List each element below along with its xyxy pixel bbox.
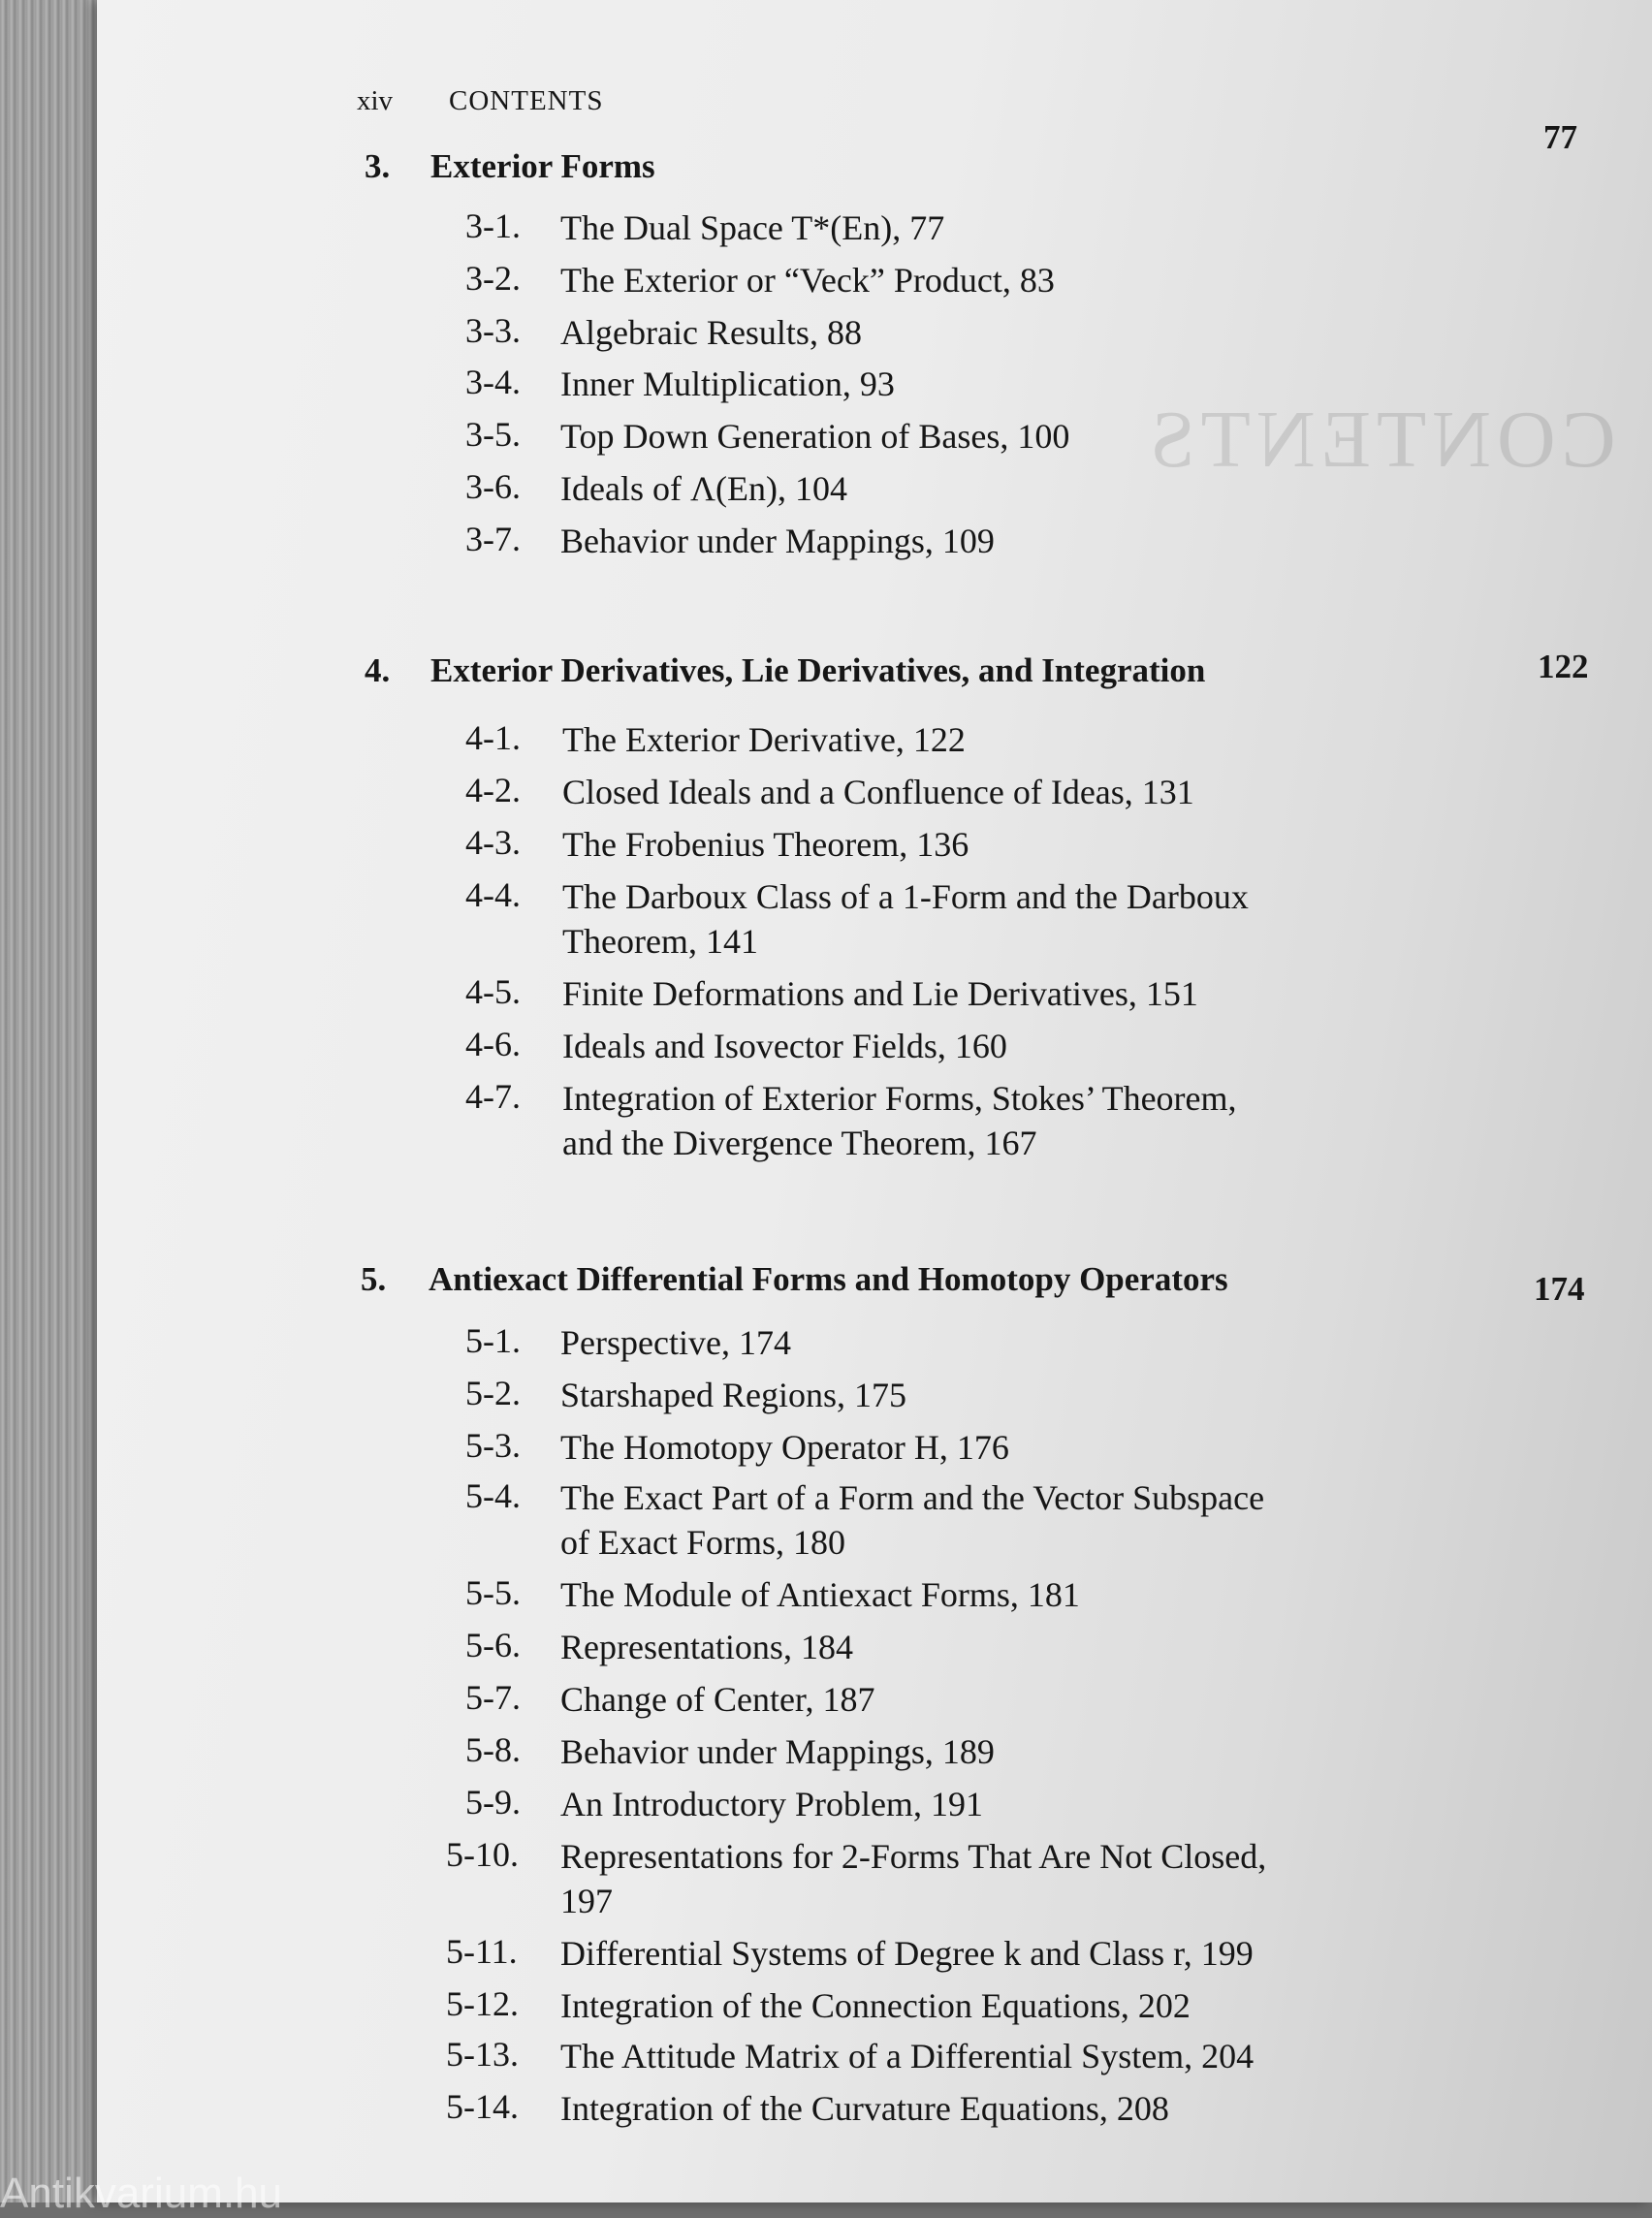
section-number: 5-12. [446, 1984, 519, 2023]
section-title-line: Integration of the Curvature Equations, 208 [560, 2089, 1169, 2128]
chapter-number: 5. [361, 1260, 387, 1298]
section-number: 5-8. [465, 1730, 521, 1769]
section-title-line: The Attitude Matrix of a Differential System, 204 [560, 2037, 1255, 2075]
section-number: 3-3. [465, 311, 521, 350]
section-title-line: The Module of Antiexact Forms, 181 [560, 1575, 1080, 1614]
chapter-title: Exterior Forms [430, 147, 655, 185]
section-title-line: The Darboux Class of a 1-Form and the Darboux [562, 877, 1249, 916]
section-title-line: Starshaped Regions, 175 [560, 1376, 906, 1414]
section-title-line: The Exterior Derivative, 122 [562, 720, 966, 759]
section-title-line: Representations for 2-Forms That Are Not Closed, [560, 1837, 1267, 1876]
section-number: 3-5. [465, 415, 521, 454]
chapter-number: 3. [365, 147, 391, 185]
section-title-line: of Exact Forms, 180 [560, 1523, 845, 1562]
page-numeral: xiv [357, 85, 394, 116]
section-title-line: Finite Deformations and Lie Derivatives, 151 [562, 974, 1198, 1013]
section-title-line: Top Down Generation of Bases, 100 [560, 417, 1070, 456]
section-number: 3-2. [465, 259, 521, 298]
chapter-page-number: 122 [1538, 648, 1589, 685]
section-number: 4-7. [465, 1077, 521, 1116]
section-title-line: The Frobenius Theorem, 136 [562, 825, 969, 864]
section-title-line: Differential Systems of Degree k and Class r, 199 [560, 1934, 1254, 1973]
section-title-line: Integration of Exterior Forms, Stokes’ Theorem, [562, 1079, 1237, 1118]
section-number: 5-10. [446, 1835, 519, 1874]
section-number: 4-2. [465, 771, 521, 809]
section-title-line: Behavior under Mappings, 109 [560, 522, 995, 560]
section-number: 5-9. [465, 1783, 521, 1822]
section-title-line: Ideals and Isovector Fields, 160 [562, 1027, 1007, 1065]
section-title-line: Representations, 184 [560, 1628, 853, 1666]
section-number: 3-7. [465, 520, 521, 558]
section-number: 4-4. [465, 875, 521, 914]
section-number: 5-2. [465, 1374, 521, 1412]
chapter-title: Antiexact Differential Forms and Homotopy Operators [429, 1260, 1228, 1298]
section-title-line: Ideals of Λ(En), 104 [560, 469, 848, 508]
section-number: 3-4. [465, 363, 521, 401]
section-title-line: Perspective, 174 [560, 1323, 791, 1362]
section-title-line: and the Divergence Theorem, 167 [562, 1124, 1037, 1162]
section-number: 5-6. [465, 1626, 521, 1664]
section-number: 5-5. [465, 1573, 521, 1612]
section-title-line: Closed Ideals and a Confluence of Ideas, 131 [562, 773, 1194, 811]
chapter-page-number: 174 [1534, 1270, 1585, 1308]
running-header-title: CONTENTS [449, 85, 604, 116]
section-title-line: The Dual Space T*(En), 77 [560, 208, 945, 247]
section-number: 4-5. [465, 972, 521, 1011]
section-number: 5-7. [465, 1678, 521, 1717]
section-title-line: The Exterior or “Veck” Product, 83 [560, 261, 1055, 300]
section-title-line: An Introductory Problem, 191 [560, 1785, 983, 1823]
section-title-line: Behavior under Mappings, 189 [560, 1732, 995, 1771]
section-title-line: Algebraic Results, 88 [560, 313, 862, 352]
section-number: 4-3. [465, 823, 521, 862]
section-number: 5-4. [465, 1476, 521, 1515]
section-number: 3-6. [465, 467, 521, 506]
watermark: Antikvarium.hu [0, 2170, 283, 2217]
chapter-number: 4. [365, 651, 391, 689]
chapter-page-number: 77 [1543, 118, 1577, 156]
show-through-contents-heading: CONTENTS [1144, 395, 1616, 485]
section-title-line: Theorem, 141 [562, 922, 758, 961]
chapter-title: Exterior Derivatives, Lie Derivatives, and Integration [430, 651, 1206, 689]
section-title-line: Change of Center, 187 [560, 1680, 875, 1719]
section-number: 5-3. [465, 1426, 521, 1465]
section-number: 5-14. [446, 2087, 519, 2126]
section-title-line: The Homotopy Operator H, 176 [560, 1428, 1009, 1467]
section-title-line: 197 [560, 1882, 613, 1920]
section-number: 4-1. [465, 718, 521, 757]
section-number: 5-1. [465, 1321, 521, 1360]
section-title-line: Inner Multiplication, 93 [560, 364, 895, 403]
section-number: 3-1. [465, 206, 521, 245]
section-number: 5-11. [446, 1932, 518, 1971]
section-title-line: Integration of the Connection Equations, 202 [560, 1986, 1191, 2025]
section-number: 4-6. [465, 1025, 521, 1063]
section-title-line: The Exact Part of a Form and the Vector Subspace [560, 1478, 1265, 1517]
section-number: 5-13. [446, 2035, 519, 2074]
